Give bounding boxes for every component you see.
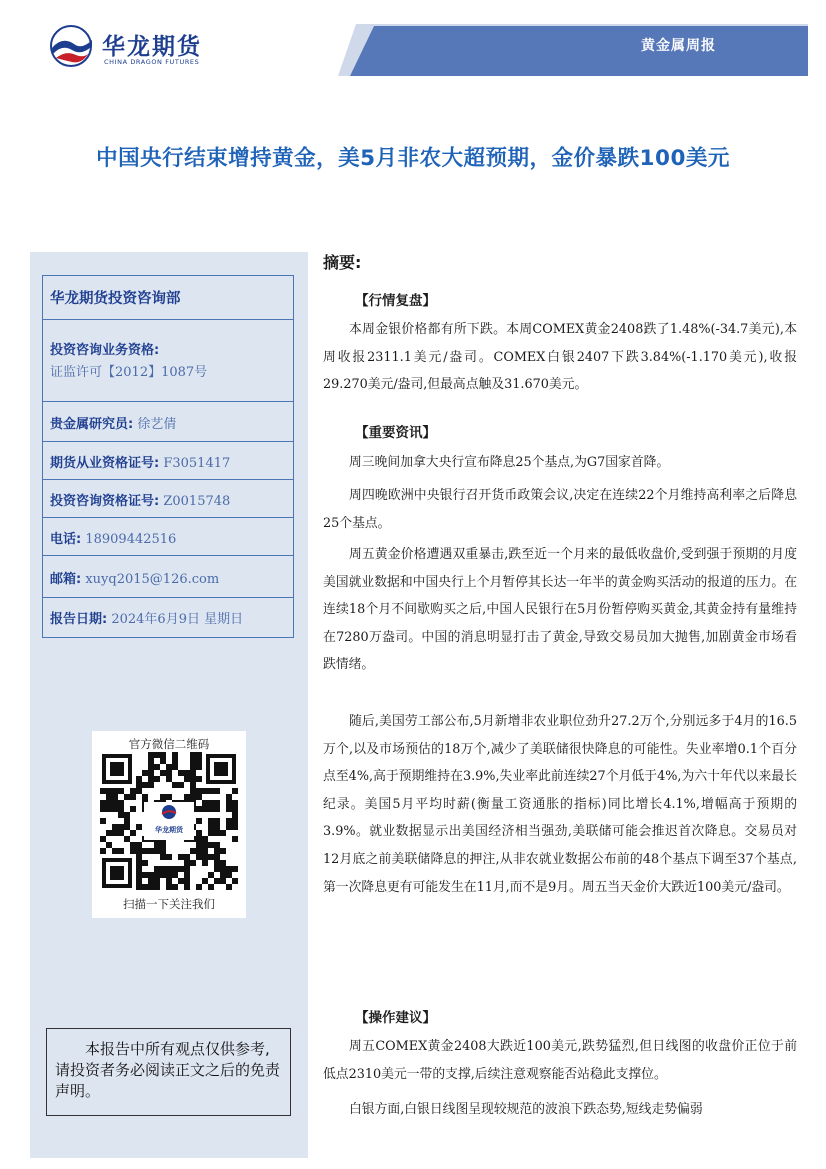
header-banner [338,24,808,76]
phone-value: 18909442516 [85,532,177,547]
report-date-value: 2024年6月9日 星期日 [111,612,244,627]
paragraph-ops-2: 白银方面,白银日线图呈现较规范的波浪下跌态势,短线走势偏弱 [349,1102,703,1117]
paragraph-ops-1: 周五COMEX黄金2408大跌近100美元,跌势猛烈,但日线图的收盘价正位于前低点2310美元一带的支撑,后续注意观察能否站稳此支撑位。 [323,1039,797,1082]
section-market-review: 【行情复盘】 [355,293,436,309]
wechat-qr-panel [92,731,246,918]
paragraph-news-1: 周三晚间加拿大央行宣布降息25个基点,为G7国家首降。 [349,455,670,470]
section-operation-advice: 【操作建议】 [355,1010,436,1026]
contact-info-box [42,275,294,638]
researcher-row [43,402,293,442]
consult-cert-value: Z0015748 [163,494,231,509]
consult-cert-label: 投资咨询资格证号: [50,494,160,509]
abstract-heading: 摘要: [323,253,362,272]
qualification-label: 投资咨询业务资格: [50,343,160,358]
report-type-label: 黄金属周报 [641,38,716,54]
phone-label: 电话: [50,532,82,547]
section-important-news: 【重要资讯】 [355,425,436,441]
department-name: 华龙期货投资咨询部 [50,291,181,307]
phone-row [43,518,293,556]
futures-cert-row [43,442,293,480]
paragraph-news-2: 周四晚欧洲中央银行召开货币政策会议,决定在连续22个月维持高利率之后降息25个基点。 [323,488,797,531]
qr-center-label: 华龙期货 [155,826,183,834]
logo-chinese-name: 华龙期货 [102,34,202,60]
department-row [43,276,293,320]
report-date-row [43,598,293,636]
page-title: 中国央行结束增持黄金，美5月非农大超预期，金价暴跌100美元 [96,146,730,171]
researcher-label: 贵金属研究员: [50,417,134,432]
researcher-name: 徐艺倩 [137,417,177,432]
sidebar [30,252,308,1158]
email-row [43,556,293,598]
disclaimer-box: 本报告中所有观点仅供参考,请投资者务必阅读正文之后的免责声明。 [46,1028,291,1116]
company-logo [48,24,248,74]
email-label: 邮箱: [50,572,82,587]
qualification-row [43,320,293,402]
paragraph-news-3: 周五黄金价格遭遇双重暴击,跌至近一个月来的最低收盘价,受到强于预期的月度美国就业数据和中国央行上个月暂停其长达一年半的黄金购买活动的报道的压力。在连续18个月不间歇购买之后,中国人民银行在5月份暂停购买黄金,其黄金持有量维持在7280万盎司。中国的消息明显打击了黄金,导致交易员加大抛售,加剧黄金市场看跌情绪。 [323,547,797,673]
futures-cert-value: F3051417 [163,456,231,471]
email-value[interactable]: xuyq2015@126.com [85,572,220,587]
qr-code-icon[interactable] [100,752,238,890]
consult-cert-row [43,480,293,518]
futures-cert-label: 期货从业资格证号: [50,456,160,471]
logo-english-name: CHINA DRAGON FUTURES [104,58,200,66]
paragraph-news-4: 随后,美国劳工部公布,5月新增非农业职位劲升27.2万个,分别远多于4月的16.5万个,以及市场预估的18万个,减少了美联储很快降息的可能性。失业率增0.1个百分点至4%,高于预期维持在3.9%,失业率此前连续27个月低于4%,为六十年代以来最长纪录。美国5月平均时薪(衡量工资通胀的指标)同比增长4.1%,增幅高于预期的3.9%。就业数据显示出美国经济相当强劲,美联储可能会推迟首次降息。交易员对12月底之前美联储降息的押注,从非农就业数据公布前的48个基点下调至37个基点,第一次降息更有可能发生在11月,而不是9月。周五当天金价大跌近100美元/盎司。 [323,714,797,895]
dragon-logo-icon [48,24,94,68]
report-date-label: 报告日期: [50,612,108,627]
paragraph-market-review: 本周金银价格都有所下跌。本周COMEX黄金2408跌了1.48%(-34.7美元),本周收报2311.1美元/盎司。COMEX白银2407下跌3.84%(-1.170美元),收报29.270美元/盎司,但最高点触及31.670美元。 [323,322,797,393]
qr-title: 官方微信二维码 [128,737,210,751]
qr-footer: 扫描一下关注我们 [123,897,215,911]
qualification-value: 证监许可【2012】1087号 [50,365,208,380]
